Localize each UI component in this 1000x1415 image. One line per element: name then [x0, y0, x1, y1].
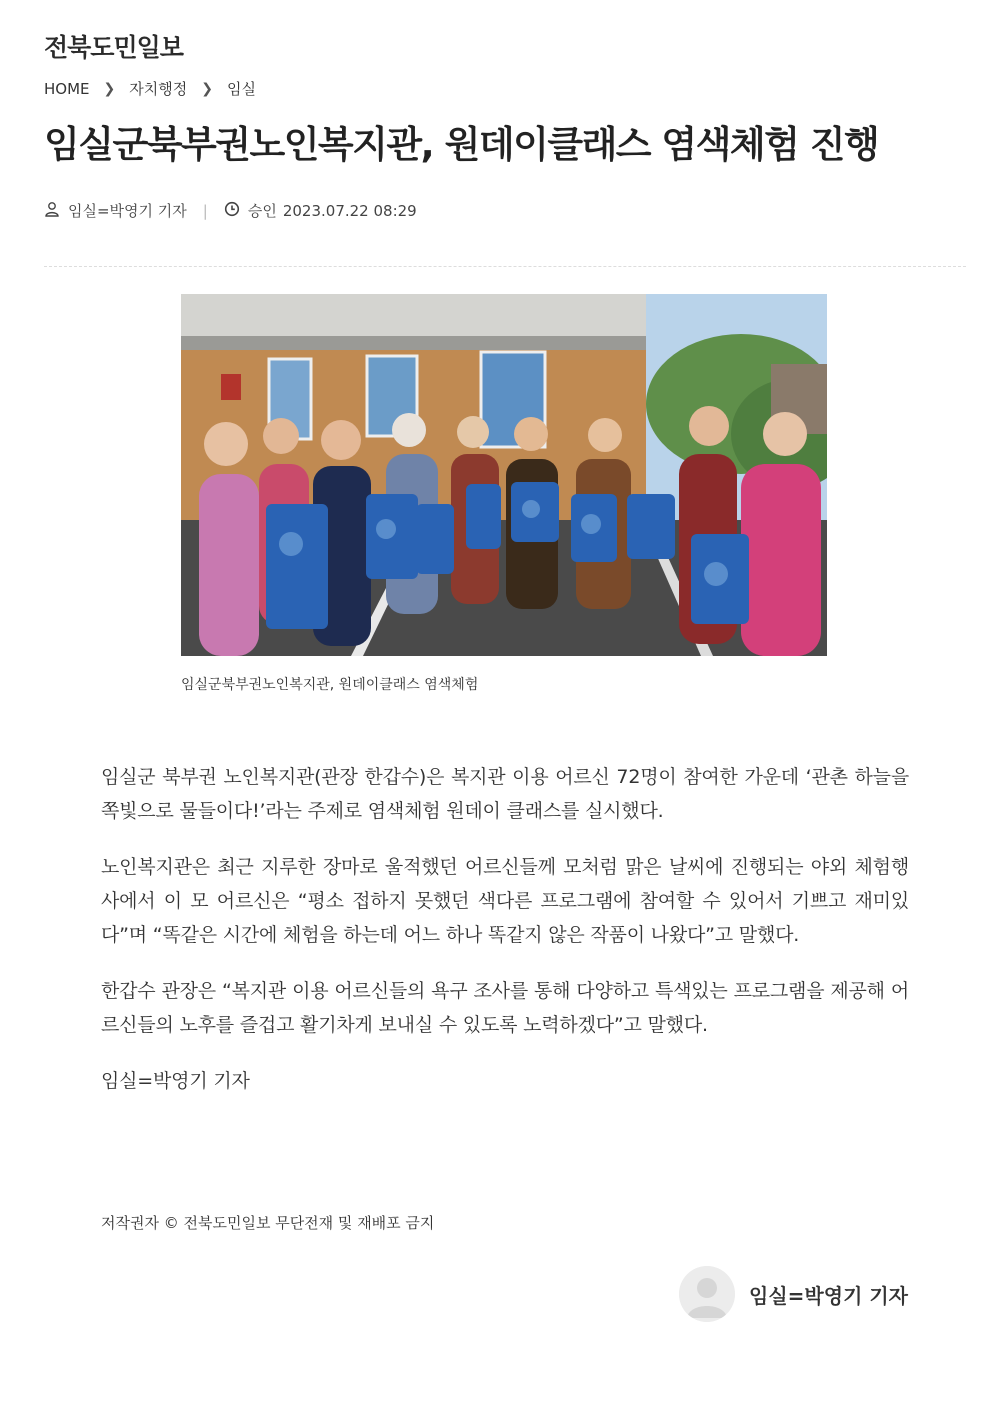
avatar[interactable]: [679, 1266, 735, 1322]
approved-date: 2023.07.22 08:29: [282, 201, 417, 220]
breadcrumb-home[interactable]: HOME: [44, 79, 90, 98]
breadcrumb-region[interactable]: 임실: [226, 80, 256, 98]
site-logo[interactable]: 전북도민일보: [44, 33, 183, 62]
article-photo[interactable]: [181, 294, 827, 656]
header-divider: [44, 266, 966, 267]
author-box[interactable]: [679, 1266, 908, 1322]
article-paragraph: 임실군 북부권 노인복지관(관장 한갑수)은 복지관 이용 어르신 72명이 참여한 가운데 ‘관촌 하늘을 쪽빛으로 물들이다!’라는 주제로 염색체험 원데이 클래스를 실시했다.: [101, 766, 909, 822]
copyright-notice: 저작권자 © 전북도민일보 무단전재 및 재배포 금지: [101, 1214, 435, 1232]
article-body: [101, 760, 909, 1120]
article-signoff: 임실=박영기 기자: [101, 1070, 250, 1092]
byline-reporter[interactable]: 임실=박영기 기자: [68, 202, 187, 220]
user-icon: [44, 201, 68, 221]
byline-divider: |: [202, 201, 208, 220]
chevron-right-icon: ❯: [201, 80, 213, 97]
article-title: 임실군북부권노인복지관, 원데이클래스 염색체험 진행: [44, 123, 879, 166]
breadcrumb: [44, 78, 256, 99]
author-name[interactable]: 임실=박영기 기자: [749, 1283, 908, 1308]
breadcrumb-section[interactable]: 자치행정: [129, 80, 188, 98]
chevron-right-icon: ❯: [103, 80, 116, 97]
article-byline: [44, 200, 417, 221]
article-paragraph: 한갑수 관장은 “복지관 이용 어르신들의 욕구 조사를 통해 다양하고 특색있는 프로그램을 제공해 어르신들의 노후를 즐겁고 활기차게 보내실 수 있도록 노력하겠다”고 말했다.: [101, 980, 909, 1036]
clock-icon: [224, 201, 248, 221]
article-paragraph: 노인복지관은 최근 지루한 장마로 울적했던 어르신들께 모처럼 맑은 날씨에 진행되는 야외 체험행사에서 이 모 어르신은 “평소 접하지 못했던 색다른 프로그램에 참여할 수 있어서 기쁘고 재미있다”며 “똑같은 시간에 체험을 하는데 어느 하나 똑같지 않은 작품이 나왔다”고 말했다.: [101, 856, 909, 946]
approved-label: 승인: [247, 202, 277, 220]
photo-caption: 임실군북부권노인복지관, 원데이클래스 염색체험: [181, 677, 479, 693]
